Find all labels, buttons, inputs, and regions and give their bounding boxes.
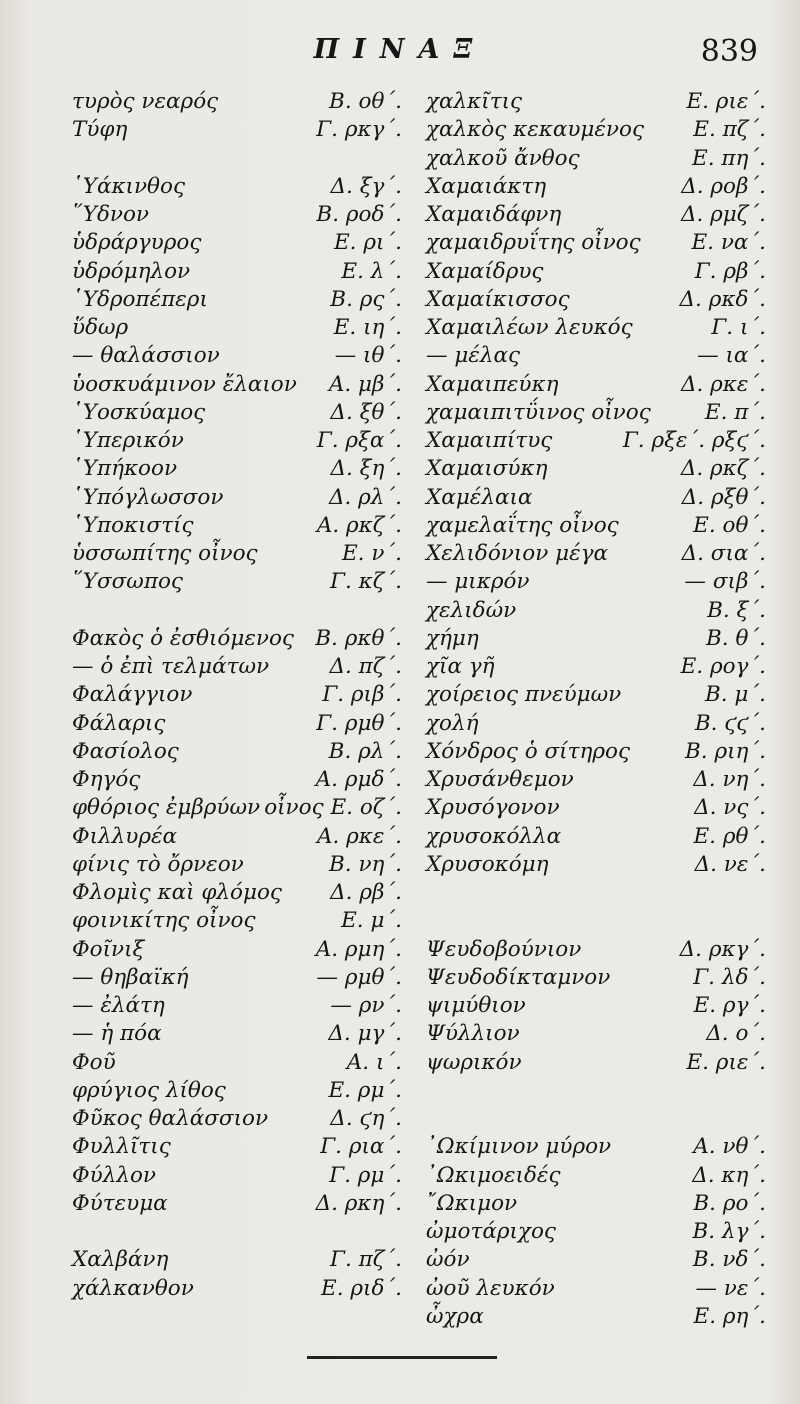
index-entry — [72, 1077, 402, 1105]
entry-term: τυρὸς νεαρός — [72, 89, 219, 114]
entry-reference: Ε. π΄. — [704, 399, 766, 425]
index-entry — [72, 512, 402, 540]
index-entry — [426, 427, 766, 455]
entry-reference: Α. μβ΄. — [328, 371, 402, 397]
entry-term: χοίρειος πνεύμων — [426, 682, 622, 708]
entry-reference: Γ. ρξε΄. ρξϛ΄. — [622, 428, 766, 453]
entry-reference: Ε. ρθ΄. — [693, 823, 766, 849]
index-entry — [72, 1246, 402, 1274]
index-entry — [426, 88, 766, 116]
entry-term: Χαμαιπίτυς — [426, 428, 553, 453]
index-entry — [426, 936, 766, 964]
entry-term: Ψύλλιον — [426, 1021, 520, 1047]
index-entry — [72, 1162, 402, 1190]
entry-term: ὦχρα — [426, 1303, 484, 1329]
entry-reference: Ε. ν΄. — [341, 541, 402, 566]
index-entry — [426, 851, 766, 879]
entry-term: φίνις τὸ ὄρνεον — [72, 851, 244, 877]
entry-term: Χαμαιλέων λευκός — [426, 315, 633, 340]
entry-reference: Δ. ξγ΄. — [330, 173, 402, 199]
entry-term: Φλομὶς καὶ φλόμος — [72, 880, 282, 905]
index-entry — [426, 399, 766, 427]
entry-reference: — ιθ΄. — [334, 343, 402, 369]
page-number: 839 — [700, 34, 758, 69]
entry-reference: Β. μ΄. — [704, 682, 766, 708]
entry-reference: Β. ροδ΄. — [316, 202, 402, 227]
index-entry — [72, 964, 402, 992]
index-entry — [426, 710, 766, 738]
index-entry — [426, 653, 766, 681]
entry-reference: οἶνος Ε. οζ΄. — [264, 795, 402, 821]
index-entry — [426, 342, 766, 370]
entry-term: ὑδράργυρος — [72, 230, 202, 256]
index-entry — [426, 455, 766, 483]
index-entry — [426, 173, 766, 201]
entry-term: Φάλαρις — [72, 710, 166, 736]
entry-reference: Δ. ρκδ΄. — [679, 286, 766, 312]
index-entry — [72, 1133, 402, 1161]
entry-reference: Γ. πζ΄. — [330, 1247, 402, 1273]
index-entry — [426, 1162, 766, 1190]
entry-reference: Γ. ρμ΄. — [329, 1162, 402, 1188]
index-entry — [72, 907, 402, 935]
entry-reference: Ε. ρη΄. — [693, 1303, 766, 1329]
index-entry — [426, 823, 766, 851]
entry-term: ῾Υπερικόν — [72, 428, 184, 453]
entry-term: χαλκῖτις — [426, 89, 523, 114]
index-entry — [426, 371, 766, 399]
entry-reference: — ια΄. — [697, 343, 766, 369]
entry-reference: Ε. πζ΄. — [693, 117, 766, 143]
index-entry — [426, 1218, 766, 1246]
entry-reference: Α. ρκε΄. — [316, 823, 402, 849]
index-entry — [72, 1275, 402, 1303]
index-entry — [72, 653, 402, 681]
entry-term: φθόριος ἐμβρύων — [72, 795, 261, 821]
index-entry — [426, 484, 766, 512]
index-entry — [426, 794, 766, 822]
index-column-right — [426, 88, 766, 1331]
index-entry — [426, 145, 766, 173]
entry-reference: Γ. ρια΄. — [320, 1134, 402, 1160]
page-header — [0, 28, 800, 78]
entry-term: χήμη — [426, 625, 479, 651]
index-entry — [426, 1275, 766, 1303]
index-entry — [426, 1077, 766, 1105]
entry-term: Φαλάγγιον — [72, 682, 193, 708]
entry-reference: Β. ϛϛ΄. — [694, 710, 766, 736]
entry-reference: Ε. ργ΄. — [693, 993, 766, 1018]
entry-term: ὑδρόμηλον — [72, 258, 191, 284]
index-entry — [72, 399, 402, 427]
entry-term: Χαμαιδάφνη — [426, 202, 562, 227]
entry-reference: Β. ξ΄. — [707, 597, 766, 623]
entry-reference: — σιβ΄. — [684, 569, 766, 595]
index-entry — [72, 1218, 402, 1246]
index-entry — [72, 823, 402, 851]
index-entry — [426, 738, 766, 766]
entry-term: Φακὸς ὁ ἐσθιόμενος — [72, 625, 294, 651]
entry-reference: Ε. ριε΄. — [686, 1049, 766, 1075]
index-entry — [72, 1049, 402, 1077]
entry-term: Φυλλῖτις — [72, 1134, 171, 1160]
entry-reference: Γ. ρβ΄. — [694, 258, 766, 284]
entry-term: Φύλλον — [72, 1162, 156, 1188]
index-entry — [426, 116, 766, 144]
entry-term: ὕδωρ — [72, 315, 129, 340]
index-entry — [72, 455, 402, 483]
entry-reference: Α. ρκζ΄. — [316, 512, 402, 538]
index-entry — [426, 1020, 766, 1048]
entry-term: χρυσοκόλλα — [426, 823, 562, 849]
index-entry — [72, 88, 402, 116]
entry-term: ὠμοτάριχος — [426, 1219, 556, 1244]
entry-term: — μέλας — [426, 343, 521, 369]
entry-term: φοινικίτης οἶνος — [72, 908, 256, 934]
entry-term: Χαμαιπεύκη — [426, 371, 559, 397]
entry-term: ψωρικόν — [426, 1049, 522, 1075]
entry-reference: Β. ρκθ΄. — [315, 625, 402, 651]
entry-term: χελιδών — [426, 597, 517, 623]
entry-term: — ἡ πόα — [72, 1021, 162, 1047]
index-column-left — [72, 88, 402, 1303]
index-entry — [72, 1020, 402, 1048]
index-entry — [72, 229, 402, 257]
index-entry — [72, 851, 402, 879]
entry-reference: Ε. ρμ΄. — [328, 1077, 402, 1103]
entry-reference: Β. οθ΄. — [329, 89, 402, 114]
index-entry — [426, 907, 766, 935]
entry-term: ῾Υποκιστίς — [72, 512, 194, 538]
index-entry — [72, 201, 402, 229]
entry-reference: Δ. μγ΄. — [328, 1021, 402, 1047]
entry-reference: Ε. οθ΄. — [693, 512, 766, 538]
entry-reference: Γ. ριβ΄. — [322, 682, 402, 708]
index-entry — [426, 964, 766, 992]
entry-term: Χόνδρος ὁ σίτηρος — [426, 738, 631, 764]
entry-reference: Δ. νε΄. — [694, 851, 766, 877]
entry-reference: Δ. ρκη΄. — [315, 1190, 402, 1216]
entry-term: ᾿Ωκιμοειδές — [426, 1162, 561, 1188]
entry-term: — ἐλάτη — [72, 993, 165, 1018]
entry-reference: Β. λγ΄. — [692, 1219, 766, 1244]
entry-reference: Γ. κζ΄. — [330, 569, 402, 595]
entry-term: — θαλάσσιον — [72, 343, 220, 369]
index-entry — [72, 625, 402, 653]
entry-term: Χαμαίκισσος — [426, 286, 570, 312]
entry-term: Χρυσόγονον — [426, 795, 560, 821]
entry-term: χαλκὸς κεκαυμένος — [426, 117, 644, 143]
entry-term: ῎Ωκιμον — [426, 1190, 518, 1216]
entry-reference: Α. νθ΄. — [693, 1134, 766, 1160]
index-entry — [426, 568, 766, 596]
entry-term: — ὁ ἐπὶ τελμάτων — [72, 654, 270, 679]
entry-term: ῞Υσσωπος — [72, 569, 183, 595]
index-entry — [72, 342, 402, 370]
entry-reference: — ρν΄. — [330, 993, 402, 1018]
entry-term: ᾿Ωκίμινον μύρον — [426, 1134, 612, 1160]
index-entry — [426, 314, 766, 342]
index-entry — [426, 1190, 766, 1218]
entry-reference: Ε. ιη΄. — [333, 315, 402, 340]
entry-term: ῾Υπόγλωσσον — [72, 484, 224, 510]
entry-term: ὑσσωπίτης οἶνος — [72, 541, 258, 566]
entry-reference: Α. ρμδ΄. — [315, 767, 402, 792]
index-entry — [72, 116, 402, 144]
index-entry — [426, 597, 766, 625]
index-entry — [72, 1190, 402, 1218]
entry-reference: Δ. νη΄. — [693, 767, 766, 792]
entry-reference: Δ. ροβ΄. — [681, 173, 766, 199]
index-entry — [426, 1246, 766, 1274]
index-entry — [72, 540, 402, 568]
entry-term: Χαλβάνη — [72, 1247, 169, 1273]
running-title: ΠΙΝΑΞ — [313, 34, 487, 65]
entry-term: Φοῦ — [72, 1049, 116, 1075]
entry-reference: Β. ριη΄. — [684, 738, 766, 764]
entry-term: Χρυσοκόμη — [426, 851, 549, 877]
entry-term: χολή — [426, 710, 479, 736]
entry-reference: Δ. ξη΄. — [330, 456, 402, 482]
entry-term: χαμαιδρυΐτης οἶνος — [426, 230, 641, 256]
index-entry — [426, 681, 766, 709]
entry-reference: Δ. ρβ΄. — [330, 880, 402, 905]
index-entry — [426, 1133, 766, 1161]
entry-reference: Γ. ρκγ΄. — [316, 117, 402, 143]
index-entry — [426, 1105, 766, 1133]
entry-term: Τύφη — [72, 117, 128, 143]
index-entry — [426, 540, 766, 568]
entry-reference: Δ. ο΄. — [706, 1021, 766, 1047]
entry-term: ῾Υοσκύαμος — [72, 399, 206, 425]
entry-reference: Δ. ξθ΄. — [330, 399, 402, 425]
index-entry — [72, 879, 402, 907]
entry-reference: Ε. ριδ΄. — [321, 1275, 402, 1301]
entry-term: Χρυσάνθεμον — [426, 767, 574, 792]
index-entry — [72, 258, 402, 286]
entry-reference: Γ. ι΄. — [711, 315, 766, 340]
entry-reference: Δ. ρκε΄. — [680, 371, 766, 397]
index-entry — [72, 145, 402, 173]
entry-term: Χελιδόνιον μέγα — [426, 541, 609, 566]
entry-reference: Ε. πη΄. — [692, 145, 766, 171]
entry-reference: Γ. ρμθ΄. — [316, 710, 402, 736]
entry-term: ψιμύθιον — [426, 993, 526, 1018]
entry-term: χαλκοῦ ἄνθος — [426, 145, 580, 171]
index-entry — [72, 992, 402, 1020]
index-entry — [426, 766, 766, 794]
entry-reference: Δ. ρκζ΄. — [680, 456, 766, 482]
entry-term: Φύτευμα — [72, 1190, 168, 1216]
index-entry — [72, 766, 402, 794]
entry-reference: Δ. ρλ΄. — [328, 484, 402, 510]
index-entry — [426, 286, 766, 314]
entry-reference: Ε. ριε΄. — [686, 89, 766, 114]
entry-reference: Β. ρο΄. — [693, 1190, 766, 1216]
entry-reference: Ε. μ΄. — [341, 908, 402, 934]
entry-term: ῾Υδροπέπερι — [72, 286, 208, 312]
entry-term: Χαμαίδρυς — [426, 258, 544, 284]
entry-term: φρύγιος λίθος — [72, 1077, 226, 1103]
index-entry — [426, 229, 766, 257]
entry-term: Φασίολος — [72, 738, 179, 764]
entry-term: χῖα γῆ — [426, 654, 495, 679]
entry-reference: Β. ρλ΄. — [328, 738, 402, 764]
entry-reference: Ε. ρι΄. — [333, 230, 402, 256]
index-entry — [72, 794, 402, 822]
index-entry — [72, 484, 402, 512]
index-entry — [72, 1105, 402, 1133]
index-entry — [426, 879, 766, 907]
entry-term: Φιλλυρέα — [72, 823, 178, 849]
entry-reference: Β. νδ΄. — [692, 1247, 766, 1273]
entry-reference: Δ. νς΄. — [694, 795, 766, 821]
entry-reference: Α. ι΄. — [346, 1049, 402, 1075]
index-entry — [72, 371, 402, 399]
entry-term: Φηγός — [72, 767, 141, 792]
index-entry — [72, 710, 402, 738]
entry-term: Χαμέλαια — [426, 484, 533, 510]
entry-term: ῞Υδνον — [72, 202, 149, 227]
entry-term: Χαμαιάκτη — [426, 173, 547, 199]
entry-reference: Β. θ΄. — [706, 625, 766, 651]
entry-term: ὑοσκυάμινον ἔλαιον — [72, 371, 297, 397]
entry-term: χαμελαΐτης οἶνος — [426, 512, 619, 538]
entry-reference: Δ. ρξθ΄. — [681, 484, 766, 510]
entry-reference: — νε΄. — [695, 1275, 766, 1301]
entry-term: Φοῖνιξ — [72, 936, 145, 962]
index-entry — [72, 936, 402, 964]
index-entry — [426, 512, 766, 540]
index-entry — [426, 201, 766, 229]
index-entry — [72, 681, 402, 709]
index-entry — [426, 1303, 766, 1331]
entry-reference: Γ. λδ΄. — [693, 964, 766, 990]
entry-reference: Α. ρμη΄. — [315, 936, 402, 962]
entry-reference: Δ. σια΄. — [681, 541, 766, 566]
entry-reference: Ε. ρογ΄. — [680, 654, 766, 679]
index-entry — [426, 625, 766, 653]
entry-reference: Β. νη΄. — [328, 851, 402, 877]
index-entry — [72, 597, 402, 625]
entry-term: ῾Υπήκοον — [72, 456, 178, 482]
entry-reference: Ε. να΄. — [691, 230, 766, 256]
entry-term: — μικρόν — [426, 569, 530, 595]
entry-reference: Ε. λ΄. — [341, 258, 402, 284]
index-entry — [426, 258, 766, 286]
index-entry — [72, 738, 402, 766]
entry-term: Χαμαισύκη — [426, 456, 548, 482]
entry-term: ὠόν — [426, 1247, 470, 1273]
index-entry — [72, 427, 402, 455]
entry-term: ῾Υάκινθος — [72, 173, 185, 199]
entry-reference: Δ. κη΄. — [692, 1162, 766, 1188]
entry-reference: Δ. ρκγ΄. — [679, 936, 766, 962]
entry-term: Φῦκος θαλάσσιον — [72, 1106, 269, 1131]
entry-reference: Δ. ρμζ΄. — [680, 202, 766, 227]
entry-term: — θηβαϊκή — [72, 964, 189, 990]
index-entry — [72, 173, 402, 201]
entry-term: χάλκανθον — [72, 1275, 194, 1301]
index-entry — [72, 568, 402, 596]
entry-reference: — ρμθ΄. — [316, 964, 402, 990]
entry-reference: Β. ρς΄. — [330, 286, 402, 312]
entry-reference: Δ. ϛη΄. — [330, 1106, 402, 1131]
end-rule — [307, 1356, 497, 1359]
entry-term: χαμαιπιτΰινος οἶνος — [426, 399, 651, 425]
index-entry — [72, 286, 402, 314]
entry-term: Ψευδοδίκταμνον — [426, 964, 611, 990]
index-entry — [72, 314, 402, 342]
entry-reference: Δ. πζ΄. — [329, 654, 402, 679]
index-entry — [426, 992, 766, 1020]
entry-reference: Γ. ρξα΄. — [316, 428, 402, 453]
entry-term: ὠοῦ λευκόν — [426, 1275, 555, 1301]
index-entry — [426, 1049, 766, 1077]
entry-term: Ψευδοβούνιον — [426, 936, 582, 962]
